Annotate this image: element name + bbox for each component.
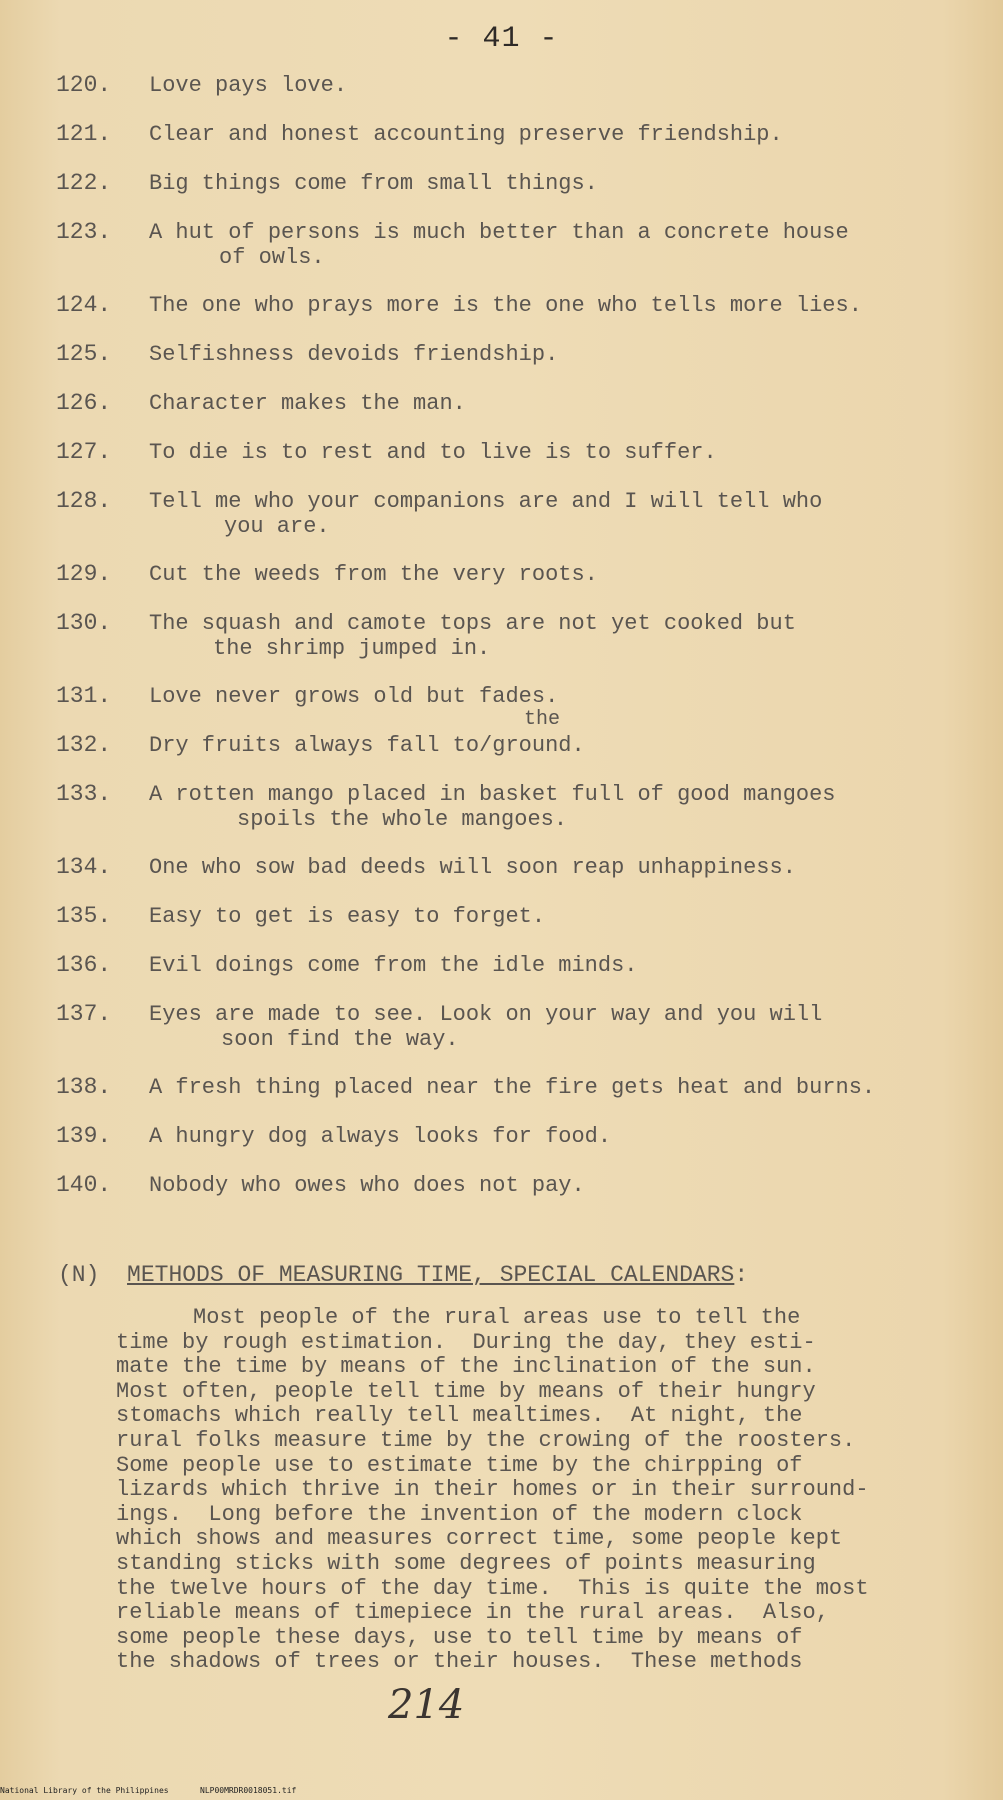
- proverb-number: 132.: [56, 732, 112, 758]
- proverb-number: 137.: [56, 1001, 112, 1027]
- paragraph-line: stomachs which really tell mealtimes. At night, the: [116, 1403, 803, 1429]
- proverb-text: Eyes are made to see. Look on your way and you will: [149, 1002, 823, 1027]
- proverb-number: 136.: [56, 952, 112, 978]
- proverb-number: 134.: [56, 854, 112, 880]
- footer-library: National Library of the Philippines: [0, 1786, 169, 1795]
- proverb-text: A hungry dog always looks for food.: [149, 1124, 612, 1149]
- paragraph-line: rural folks measure time by the crowing of the roosters.: [116, 1427, 856, 1453]
- proverb-text: A fresh thing placed near the fire gets heat and burns.: [149, 1075, 876, 1100]
- paragraph-line: Most often, people tell time by means of their hungry: [116, 1378, 816, 1404]
- proverb-text: Love pays love.: [149, 73, 348, 98]
- proverb-number: 127.: [56, 439, 112, 465]
- proverb-number: 140.: [56, 1172, 112, 1198]
- paragraph-line: the shadows of trees or their houses. These methods: [116, 1649, 803, 1675]
- paragraph-line: which shows and measures correct time, some people kept: [116, 1526, 843, 1552]
- paragraph-line: time by rough estimation. During the day, they esti-: [116, 1329, 816, 1355]
- proverb-text: Love never grows old but fades.: [149, 684, 559, 709]
- proverb-entry: [56, 170, 976, 219]
- proverb-text: One who sow bad deeds will soon reap unhappiness.: [149, 855, 796, 880]
- section-title: METHODS OF MEASURING TIME, SPECIAL CALENDARS: [127, 1262, 735, 1288]
- paragraph-line: ings. Long before the invention of the modern clock: [116, 1501, 803, 1527]
- proverb-number: 131.: [56, 683, 112, 709]
- paragraph-line: mate the time by means of the inclination of the sun.: [116, 1354, 816, 1380]
- paragraph-line: some people these days, use to tell time by means of: [116, 1624, 803, 1650]
- proverb-entry: [56, 121, 976, 170]
- proverb-text: Dry fruits always fall to/ground.: [149, 733, 585, 758]
- proverb-entry: [56, 1123, 976, 1172]
- proverb-entry: [56, 439, 976, 488]
- proverb-number: 135.: [56, 903, 112, 929]
- proverb-text: Evil doings come from the idle minds.: [149, 953, 638, 978]
- proverb-text: Cut the weeds from the very roots.: [149, 562, 598, 587]
- proverb-entry: [56, 1074, 976, 1123]
- proverb-list: [56, 72, 976, 1221]
- proverb-entry: [56, 683, 976, 732]
- paragraph-line: Most people of the rural areas use to tell the: [193, 1305, 801, 1330]
- proverb-entry: [56, 854, 976, 903]
- proverb-entry: [56, 1172, 976, 1221]
- proverb-entry: [56, 72, 976, 121]
- paragraph-line: reliable means of timepiece in the rural areas. Also,: [116, 1600, 829, 1626]
- handwritten-insertion: the: [524, 708, 561, 731]
- proverb-entry: [56, 903, 976, 952]
- proverb-text: Tell me who your companions are and I will tell who: [149, 489, 823, 514]
- paragraph-line: Some people use to estimate time by the chirpping of: [116, 1452, 803, 1478]
- proverb-number: 139.: [56, 1123, 112, 1149]
- proverb-text: Big things come from small things.: [149, 171, 598, 196]
- proverb-text-continued: the shrimp jumped in.: [213, 636, 491, 661]
- proverb-entry: [56, 781, 976, 854]
- proverb-number: 126.: [56, 390, 112, 416]
- paragraph-line: lizards which thrive in their homes or in their surround-: [116, 1477, 869, 1503]
- proverb-entry: [56, 561, 976, 610]
- proverb-number: 124.: [56, 292, 112, 318]
- proverb-entry: [56, 488, 976, 561]
- proverb-entry: [56, 390, 976, 439]
- proverb-number: 123.: [56, 219, 112, 245]
- proverb-text-continued: spoils the whole mangoes.: [237, 807, 568, 832]
- proverb-text: Nobody who owes who does not pay.: [149, 1173, 585, 1198]
- proverb-text-continued: you are.: [224, 514, 330, 539]
- paragraph-line: the twelve hours of the day time. This is quite the most: [116, 1575, 869, 1601]
- proverb-text: The one who prays more is the one who tells more lies.: [149, 293, 862, 318]
- proverb-text: A rotten mango placed in basket full of good mangoes: [149, 782, 836, 807]
- proverb-number: 122.: [56, 170, 112, 196]
- footer-filename: NLP00MRDR0018051.tif: [200, 1786, 297, 1795]
- proverb-entry: [56, 341, 976, 390]
- section-heading: [58, 1262, 748, 1288]
- proverb-entry: [56, 1001, 976, 1074]
- proverb-number: 130.: [56, 610, 112, 636]
- proverb-text: Selfishness devoids friendship.: [149, 342, 559, 367]
- proverb-text: To die is to rest and to live is to suffer.: [149, 440, 717, 465]
- handwritten-page-number: 214: [388, 1682, 465, 1728]
- proverb-entry: [56, 292, 976, 341]
- proverb-number: 128.: [56, 488, 112, 514]
- proverb-entry: [56, 219, 976, 292]
- proverb-entry: [56, 610, 976, 683]
- proverb-entry: [56, 708, 976, 781]
- page-number: - 41 -: [444, 22, 559, 56]
- proverb-text: The squash and camote tops are not yet cooked but: [149, 611, 796, 636]
- proverb-number: 138.: [56, 1074, 112, 1100]
- proverb-text: A hut of persons is much better than a concrete house: [149, 220, 849, 245]
- section-paragraph: [116, 1306, 996, 1675]
- section-colon: :: [734, 1262, 749, 1288]
- proverb-text-continued: of owls.: [219, 245, 325, 270]
- section-label: (N): [58, 1262, 100, 1288]
- proverb-entry: [56, 952, 976, 1001]
- proverb-text: Clear and honest accounting preserve friendship.: [149, 122, 783, 147]
- proverb-number: 120.: [56, 72, 112, 98]
- proverb-text: Easy to get is easy to forget.: [149, 904, 546, 929]
- proverb-text-continued: soon find the way.: [221, 1027, 459, 1052]
- proverb-number: 129.: [56, 561, 112, 587]
- proverb-number: 121.: [56, 121, 112, 147]
- proverb-number: 133.: [56, 781, 112, 807]
- proverb-number: 125.: [56, 341, 112, 367]
- proverb-text: Character makes the man.: [149, 391, 466, 416]
- paragraph-line: standing sticks with some degrees of points measuring: [116, 1550, 816, 1576]
